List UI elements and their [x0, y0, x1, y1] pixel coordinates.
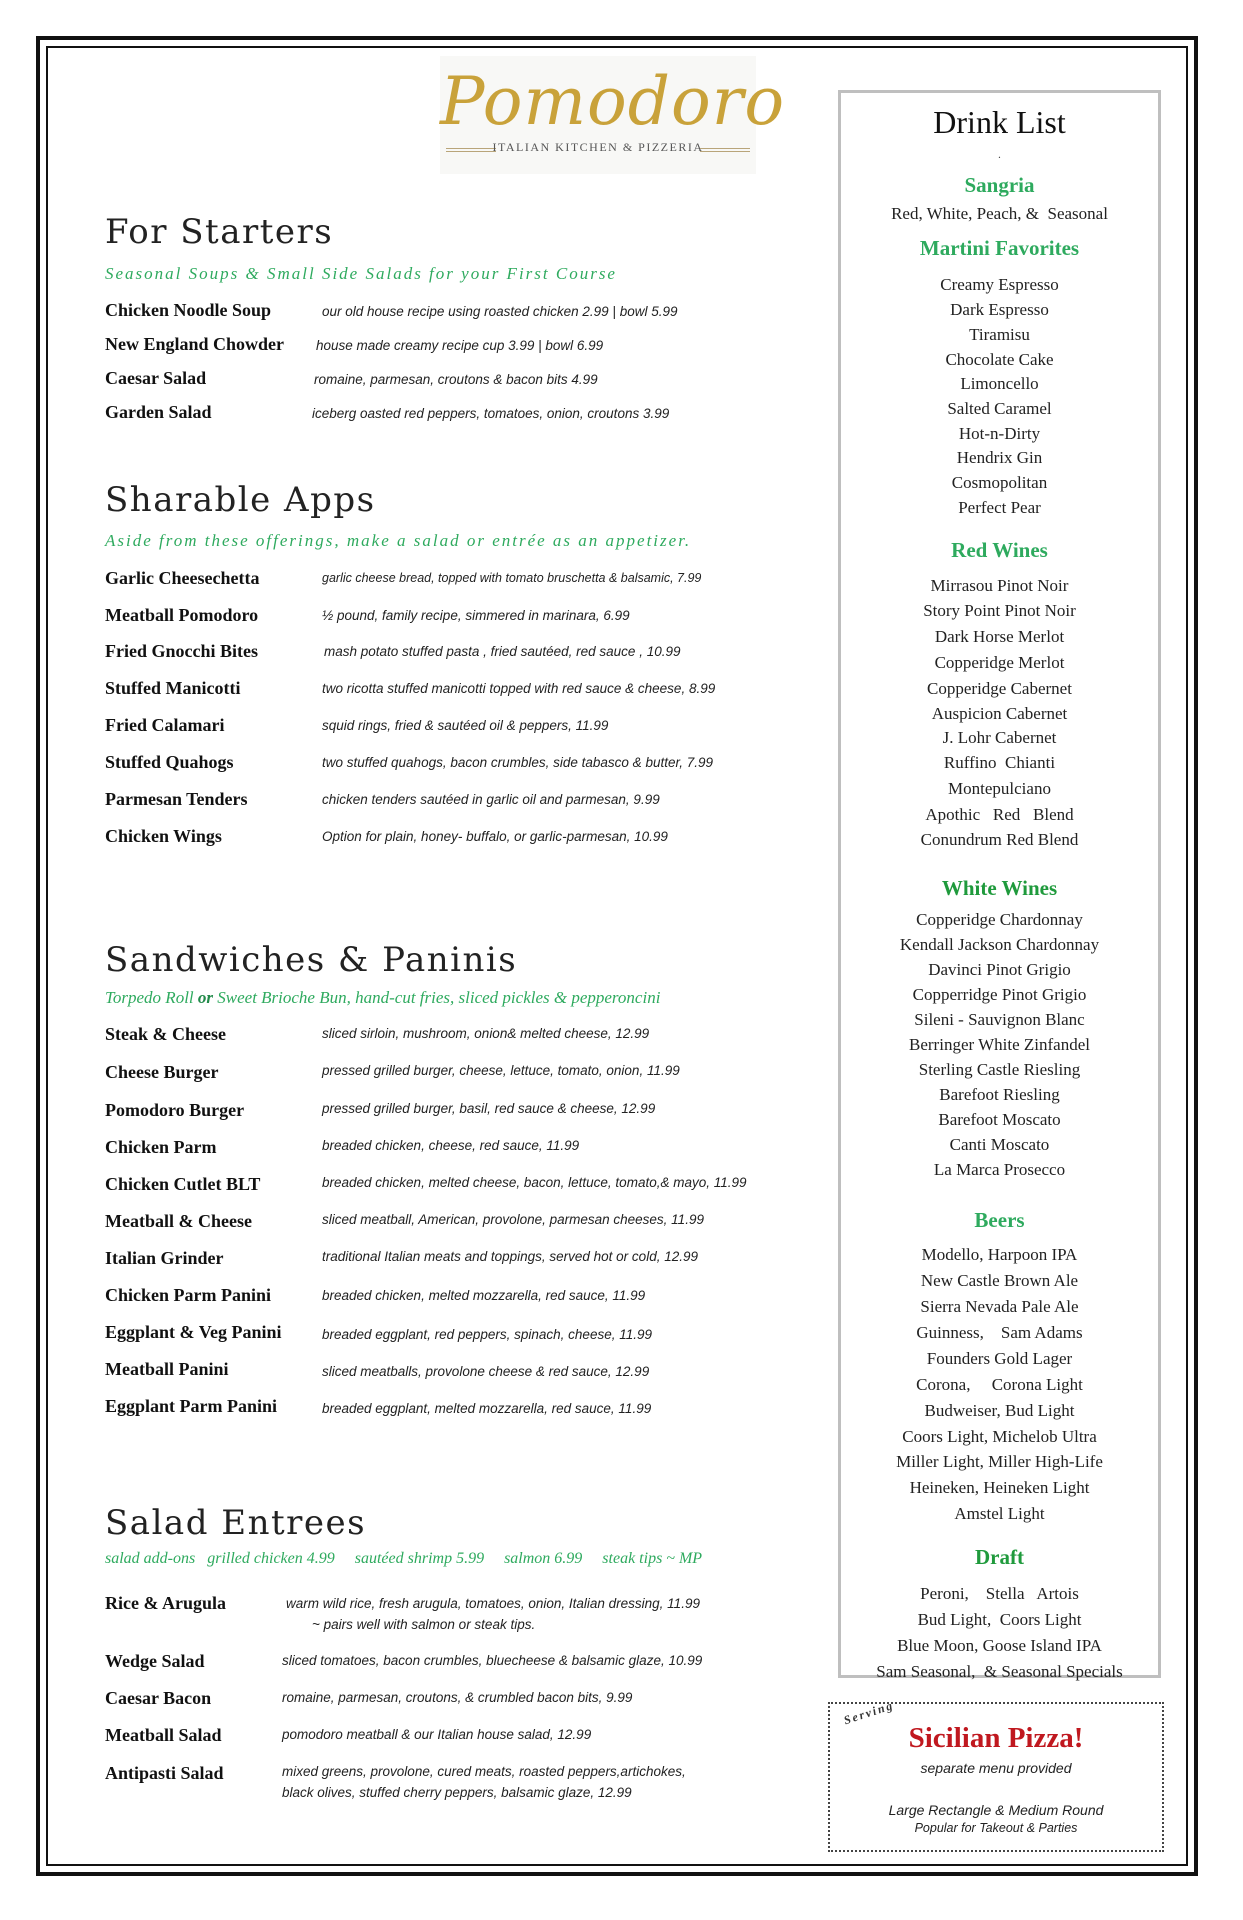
drink-item: Limoncello	[960, 374, 1039, 393]
drink-item: Blue Moon, Goose Island IPA	[897, 1636, 1102, 1655]
drink-heading-draft: Draft	[975, 1545, 1024, 1569]
drink-item: Hendrix Gin	[956, 448, 1043, 467]
drink-list-title: Drink List	[933, 104, 1066, 140]
menu-item-desc: warm wild rice, fresh arugula, tomatoes, onion, Italian dressing, 11.99	[286, 1596, 700, 1611]
drink-item: Miller Light, Miller High-Life	[896, 1452, 1103, 1471]
drink-item: Perfect Pear	[958, 498, 1041, 517]
drink-item: Canti Moscato	[949, 1135, 1050, 1154]
menu-item-name: Stuffed Quahogs	[105, 752, 234, 772]
menu-item-desc: squid rings, fried & sautéed oil & peppers, 11.99	[322, 718, 609, 733]
menu-item-name: Meatball Salad	[105, 1725, 222, 1745]
menu-item-name: Garden Salad	[105, 402, 212, 422]
menu-item-name: Meatball & Cheese	[105, 1211, 252, 1231]
menu-item-name: Parmesan Tenders	[105, 789, 248, 809]
drink-item: Budweiser, Bud Light	[924, 1401, 1075, 1420]
drink-item: Salted Caramel	[947, 399, 1052, 418]
pizza-title: Sicilian Pizza!	[908, 1722, 1084, 1754]
drink-item: Peroni, Stella Artois	[920, 1584, 1079, 1603]
restaurant-logo	[440, 56, 786, 174]
drink-item: Amstel Light	[954, 1504, 1045, 1523]
section-subtitle-apps: Aside from these offerings, make a salad or entrée as an appetizer.	[105, 531, 692, 550]
drink-item: Auspicion Cabernet	[931, 704, 1068, 723]
drink-item: Hot-n-Dirty	[958, 424, 1041, 443]
drink-item: Sterling Castle Riesling	[918, 1060, 1081, 1079]
menu-item-desc: pressed grilled burger, cheese, lettuce, tomato, onion, 11.99	[322, 1063, 680, 1078]
drink-item: Davinci Pinot Grigio	[928, 960, 1071, 979]
drink-item: Barefoot Moscato	[938, 1110, 1061, 1129]
drink-heading-white-wines: White Wines	[941, 876, 1058, 900]
logo-name: Pomodoro	[440, 63, 786, 140]
menu-item-desc: breaded chicken, melted cheese, bacon, lettuce, tomato,& mayo, 11.99	[322, 1175, 747, 1190]
menu-item-name: Antipasti Salad	[105, 1763, 224, 1783]
pizza-sizes: Large Rectangle & Medium Round	[888, 1802, 1104, 1818]
drink-item: Mirrasou Pinot Noir	[930, 576, 1069, 595]
menu-item-desc: sliced sirloin, mushroom, onion& melted cheese, 12.99	[322, 1026, 650, 1041]
menu-item-name: Stuffed Manicotti	[105, 678, 241, 698]
menu-item-name: Wedge Salad	[105, 1651, 205, 1671]
menu-item-desc: breaded chicken, melted mozzarella, red sauce, 11.99	[322, 1288, 646, 1303]
drink-item: La Marca Prosecco	[933, 1160, 1066, 1179]
menu-item-desc: sliced meatball, American, provolone, parmesan cheeses, 11.99	[322, 1212, 704, 1227]
menu-item-name: Chicken Noodle Soup	[105, 300, 272, 320]
subtitle-bun: Sweet Brioche Bun, hand-cut fries, sliced pickles & pepperoncini	[213, 988, 661, 1007]
menu-item-desc-line2: black olives, stuffed cherry peppers, balsamic glaze, 12.99	[282, 1785, 632, 1800]
menu-item-name: Steak & Cheese	[105, 1024, 226, 1044]
drink-item: Cosmopolitan	[951, 473, 1048, 492]
menu-item-desc: breaded eggplant, red peppers, spinach, cheese, 11.99	[322, 1327, 652, 1342]
drink-item: Berringer White Zinfandel	[909, 1035, 1090, 1054]
drink-item: Modello, Harpoon IPA	[921, 1245, 1078, 1264]
menu-item-desc: chicken tenders sautéed in garlic oil and parmesan, 9.99	[322, 792, 660, 807]
drink-item: Dark Espresso	[950, 300, 1049, 319]
menu-item-name: Chicken Parm Panini	[105, 1285, 272, 1305]
section-subtitle-sandwiches	[105, 988, 660, 1008]
logo-tagline: ITALIAN KITCHEN & PIZZERIA	[492, 140, 704, 154]
section-title-salads: Salad Entrees	[105, 1503, 367, 1543]
section-title-apps: Sharable Apps	[105, 480, 376, 520]
menu-item-desc: sliced meatballs, provolone cheese & red sauce, 12.99	[322, 1364, 650, 1379]
section-title-sandwiches: Sandwiches & Paninis	[105, 940, 518, 980]
menu-item-name: Cheese Burger	[105, 1062, 219, 1082]
drink-item: Bud Light, Coors Light	[917, 1610, 1082, 1629]
drink-heading-red-wines: Red Wines	[951, 538, 1048, 562]
drink-item: Coors Light, Michelob Ultra	[902, 1427, 1097, 1446]
menu-item-name: Caesar Bacon	[105, 1688, 212, 1708]
menu-item-name: Eggplant Parm Panini	[105, 1396, 278, 1416]
drink-item: Dark Horse Merlot	[934, 627, 1065, 646]
drink-item: Guinness, Sam Adams	[916, 1323, 1083, 1342]
menu-item-desc: traditional Italian meats and toppings, served hot or cold, 12.99	[322, 1249, 698, 1264]
drink-item: Red, White, Peach, & Seasonal	[891, 204, 1108, 223]
menu-item-name: Pomodoro Burger	[105, 1100, 245, 1120]
menu-item-name: Chicken Wings	[105, 826, 222, 846]
drink-heading-sangria: Sangria	[964, 173, 1035, 197]
drink-item: Apothic Red Blend	[925, 805, 1074, 824]
menu-item-desc: iceberg oasted red peppers, tomatoes, onion, croutons 3.99	[312, 406, 670, 421]
logo-rule-right	[700, 148, 750, 152]
drink-item: New Castle Brown Ale	[920, 1271, 1079, 1290]
menu-item-desc: pomodoro meatball & our Italian house salad, 12.99	[282, 1727, 592, 1742]
drink-item: Copperidge Chardonnay	[916, 910, 1083, 929]
menu-item-desc: garlic cheese bread, topped with tomato bruschetta & balsamic, 7.99	[322, 571, 702, 585]
drink-item: Corona, Corona Light	[916, 1375, 1083, 1394]
menu-item-name: New England Chowder	[105, 334, 285, 354]
menu-item-desc: breaded eggplant, melted mozzarella, red sauce, 11.99	[322, 1401, 652, 1416]
drink-item: Heineken, Heineken Light	[909, 1478, 1090, 1497]
menu-item-name: Rice & Arugula	[105, 1593, 226, 1613]
drink-item: J. Lohr Cabernet	[942, 728, 1057, 747]
menu-item-name: Fried Calamari	[105, 715, 225, 735]
drink-item: Creamy Espresso	[940, 275, 1059, 294]
drink-item: Montepulciano	[948, 779, 1051, 798]
drink-heading-beers: Beers	[974, 1208, 1025, 1232]
menu-item-desc: house made creamy recipe cup 3.99 | bowl 6.99	[316, 338, 604, 353]
menu-item-desc: mixed greens, provolone, cured meats, roasted peppers,artichokes,	[282, 1764, 686, 1779]
menu-item-desc: our old house recipe using roasted chicken 2.99 | bowl 5.99	[322, 304, 678, 319]
menu-item-desc: romaine, parmesan, croutons, & crumbled bacon bits, 9.99	[282, 1690, 633, 1705]
pizza-subtitle: separate menu provided	[920, 1760, 1072, 1776]
menu-item-name: Chicken Cutlet BLT	[105, 1174, 261, 1194]
drink-item: Sierra Nevada Pale Ale	[920, 1297, 1079, 1316]
subtitle-roll: Torpedo Roll	[105, 988, 198, 1007]
drink-item: Copperridge Pinot Grigio	[912, 985, 1087, 1004]
drink-item: Founders Gold Lager	[926, 1349, 1073, 1368]
drink-item: Chocolate Cake	[945, 350, 1054, 369]
drink-item: Barefoot Riesling	[939, 1085, 1060, 1104]
menu-item-name: Meatball Panini	[105, 1359, 229, 1379]
drink-item: Sam Seasonal, & Seasonal Specials	[876, 1662, 1123, 1681]
pizza-note: Popular for Takeout & Parties	[914, 1821, 1078, 1835]
drink-item: Kendall Jackson Chardonnay	[899, 935, 1100, 954]
drink-item: Copperidge Merlot	[934, 653, 1065, 672]
menu-item-desc: sliced tomatoes, bacon crumbles, bluecheese & balsamic glaze, 10.99	[282, 1653, 703, 1668]
drink-heading-martini: Martini Favorites	[919, 236, 1080, 260]
menu-item-desc: ½ pound, family recipe, simmered in marinara, 6.99	[322, 608, 630, 623]
menu-item-name: Italian Grinder	[105, 1248, 224, 1268]
drink-item: Copperidge Cabernet	[927, 679, 1072, 698]
menu-item-name: Caesar Salad	[105, 368, 207, 388]
menu-item-desc-line2: ~ pairs well with salmon or steak tips.	[312, 1617, 536, 1632]
menu-item-name: Meatball Pomodoro	[105, 605, 259, 625]
drink-item: Conundrum Red Blend	[920, 830, 1079, 849]
subtitle-or: or	[197, 988, 214, 1007]
section-title-starters: For Starters	[105, 212, 334, 252]
menu-item-desc: pressed grilled burger, basil, red sauce & cheese, 12.99	[322, 1101, 656, 1116]
section-subtitle-starters: Seasonal Soups & Small Side Salads for your First Course	[105, 264, 617, 283]
menu-item-desc: romaine, parmesan, croutons & bacon bits 4.99	[314, 372, 598, 387]
menu-item-desc: two stuffed quahogs, bacon crumbles, side tabasco & butter, 7.99	[322, 755, 713, 770]
menu-item-name: Garlic Cheesechetta	[105, 568, 260, 588]
menu-item-name: Eggplant & Veg Panini	[105, 1322, 282, 1342]
menu-item-desc: two ricotta stuffed manicotti topped with red sauce & cheese, 8.99	[322, 681, 716, 696]
drink-list-dot: .	[997, 150, 1002, 161]
menu-item-desc: breaded chicken, cheese, red sauce, 11.99	[322, 1138, 580, 1153]
pizza-serving-label: Serving	[842, 1697, 896, 1728]
section-subtitle-salads: salad add-ons grilled chicken 4.99 sautéed shrimp 5.99 salmon 6.99 steak tips ~ MP	[105, 1550, 703, 1567]
drink-item: Ruffino Chianti	[943, 753, 1056, 772]
drink-item: Tiramisu	[969, 325, 1030, 344]
drink-item: Story Point Pinot Noir	[923, 601, 1076, 620]
menu-item-desc: mash potato stuffed pasta , fried sautéed, red sauce , 10.99	[324, 644, 681, 659]
menu-item-name: Chicken Parm	[105, 1137, 217, 1157]
drink-item: Sileni - Sauvignon Blanc	[914, 1010, 1085, 1029]
menu-item-name: Fried Gnocchi Bites	[105, 641, 258, 661]
menu-item-desc: Option for plain, honey- buffalo, or garlic-parmesan, 10.99	[322, 829, 668, 844]
